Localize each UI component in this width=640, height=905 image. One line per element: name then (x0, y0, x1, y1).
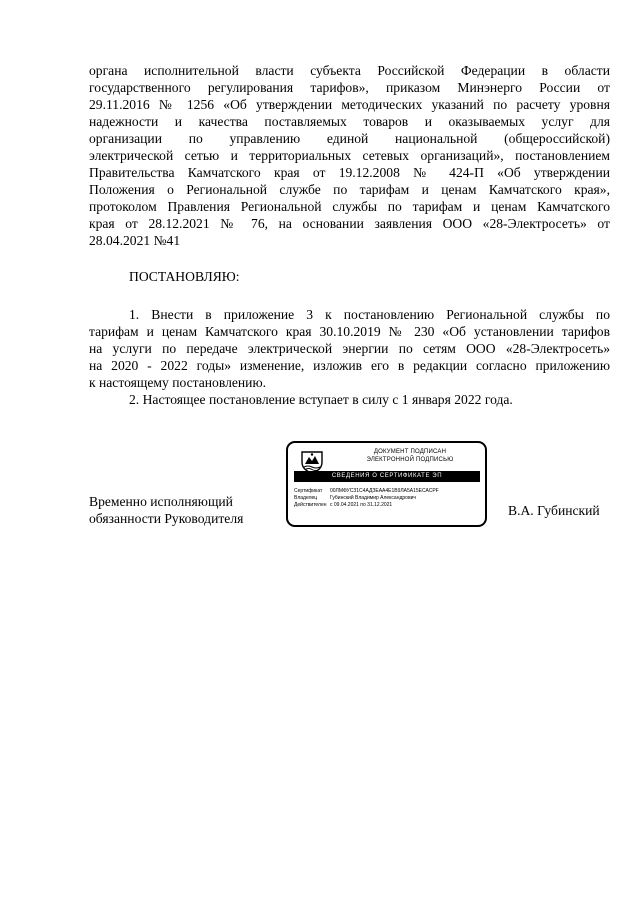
decree-items (89, 306, 610, 408)
body-line: 28.04.2021 №41 (89, 233, 181, 248)
stamp-certificate-bar: СВЕДЕНИЯ О СЕРТИФИКАТЕ ЭП (294, 471, 480, 482)
body-line: 29.11.2016 № 1256 «Об утверждении методических указаний по расчету уровня (89, 97, 610, 112)
stamp-row-key: Сертификат (294, 488, 323, 494)
decree-heading: ПОСТАНОВЛЯЮ: (129, 269, 240, 284)
stamp-row-value: Губинский Владимир Александрович (330, 495, 417, 501)
stamp-title (348, 449, 472, 464)
stamp-row-value: с 09.04.2021 по 31.12.2021 (330, 502, 393, 508)
stamp-row-key: Действителен (294, 502, 327, 508)
signer-position-line: Временно исполняющий (89, 494, 233, 509)
item1-line: на 2020 - 2022 годы» изменение, изложив его в редакции согласно приложению (89, 358, 610, 373)
stamp-row-key: Владелец (294, 495, 318, 501)
signer-name: В.А. Губинский (508, 503, 600, 518)
item1-line: тарифам и ценам Камчатского края 30.10.2019 № 230 «Об установлении тарифов (89, 324, 610, 339)
body-line: надежности и качества поставляемых товаров и оказываемых услуг для (89, 114, 610, 129)
body-line: электрической сетью и территориальных сетевых организаций», постановлением (89, 148, 610, 163)
body-line: края от 28.12.2021 № 76, на основании заявления ООО «28-Электросеть» от (89, 216, 610, 231)
stamp-row-value: 00ЛМФУСЗ1С4АДЗЕАА4Е1В9ЛА5А15ЕСАСРF (330, 488, 439, 494)
body-line: государственного регулирования тарифов», приказом Минэнерго России от (89, 80, 610, 95)
stamp-details (294, 488, 484, 509)
body-line: Положения о Региональной службе по тарифам и ценам Камчатского края», (89, 182, 610, 197)
body-line: организации по управлению единой национальной (общероссийской) (89, 131, 610, 146)
signature-stamp (286, 441, 487, 527)
signer-position-line: обязанности Руководителя (89, 511, 244, 526)
signer-position (89, 493, 243, 527)
body-line: Правительства Камчатского края от 19.12.2008 № 424-П «Об утверждении (89, 165, 610, 180)
stamp-row-certificate (294, 488, 484, 495)
item1-line: к настоящему постановлению. (89, 375, 267, 390)
stamp-title-line: ДОКУМЕНТ ПОДПИСАН (373, 449, 447, 455)
stamp-row-owner (294, 495, 484, 502)
preamble-paragraph (89, 62, 610, 249)
item2-line: 2. Настоящее постановление вступает в силу с 1 января 2022 года. (129, 392, 513, 407)
body-line: протоколом Правления Региональной службы по тарифам и ценам Камчатского (89, 199, 610, 214)
stamp-row-validity (294, 502, 484, 509)
body-line: органа исполнительной власти субъекта Российской Федерации в области (89, 63, 610, 78)
item1-line: на услуги по передаче электрической энергии по сетям ООО «28-Электросеть» (89, 341, 610, 356)
item1-line: 1. Внести в приложение 3 к постановлению Региональной службы по (129, 307, 610, 322)
stamp-title-line: ЭЛЕКТРОННОЙ ПОДПИСЬЮ (366, 456, 454, 463)
